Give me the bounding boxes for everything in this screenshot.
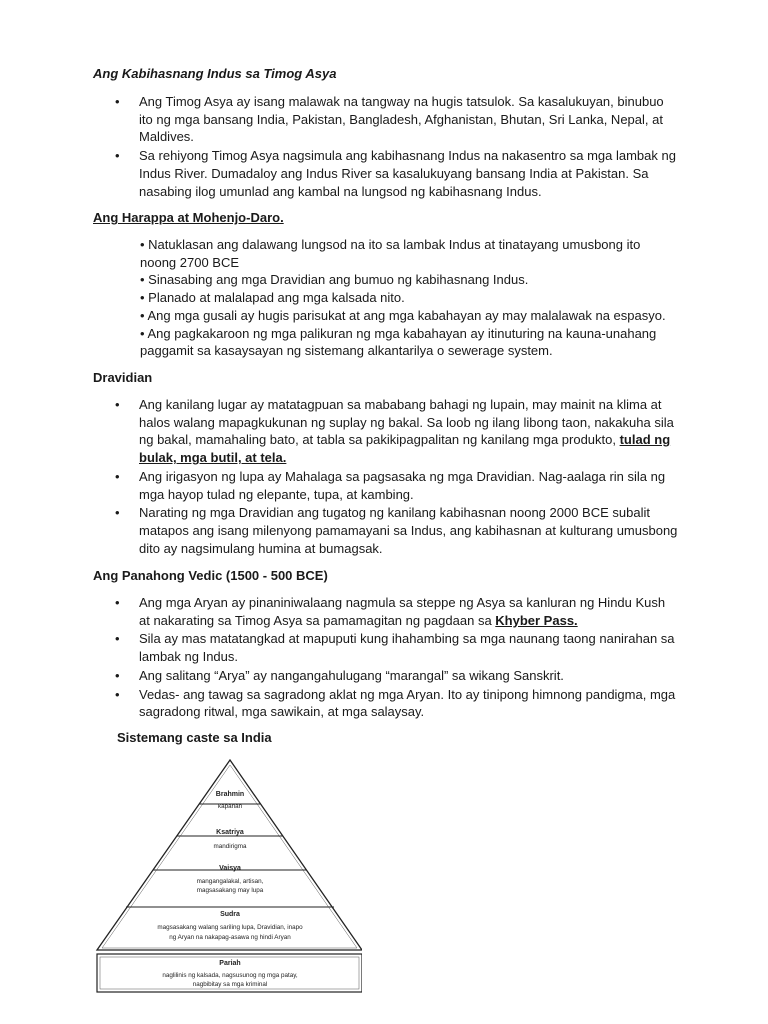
tier-desc-pariah-2: nagbibitay sa mga kriminal	[192, 981, 268, 988]
list-item: • Vedas- ang tawag sa sagradong aklat ng mga Aryan. Ito ay tinipong himnong pandigma, mga sagradong ritwal, mga sawikain, at mga salaysay.	[139, 686, 679, 721]
tier-desc-vaisya-1: mangangalakal, artisan,	[196, 878, 264, 885]
list-item: • Ang pagkakaroon ng mga palikuran ng mga kabahayan ay itinuturing na kauna-unahang paggamit sa kasaysayan ng sistemang alkantarilya o sewerage system.	[140, 325, 657, 359]
tier-desc-pariah-1: naglilinis ng kalsada, nagsusunog ng mga patay,	[162, 972, 298, 979]
list-item-text: Ang mga Aryan ay pinaniniwalaang nagmula sa steppe ng Asya sa kanluran ng Hindu Kush at nakarating sa Timog Asya sa pamamagitan ng pagdaan sa	[139, 595, 666, 628]
list-item: • Ang irigasyon ng lupa ay Mahalaga sa pagsasaka ng mga Dravidian. Nag-aalaga rin sila ng mga hayop tulad ng elepante, tupa, at kambing.	[139, 468, 679, 503]
list-item-text: Ang kanilang lugar ay matatagpuan sa mababang bahagi ng lupain, may mainit na klima at halos walang mapagkukunan ng suplay ng bakal. Sa loob ng ilang libong taon, nakakuha sila ng bakal, mamahaling bato, at tabla sa pakikipagpalitan ng kanilang mga produkto,	[139, 397, 674, 448]
list-item: • Ang salitang “Arya” ay nangangahulugang “marangal” sa wikang Sanskrit.	[139, 667, 679, 685]
list-item: • Planado at malalapad ang mga kalsada nito.	[140, 290, 405, 306]
vedic-bullet-list	[139, 594, 679, 722]
list-item: • Sinasabing ang mga Dravidian ang bumuo ng kabihasnang Indus.	[140, 272, 529, 288]
tier-desc-vaisya-2: magsasakang may lupa	[196, 887, 264, 894]
tier-desc-sudra-2: ng Aryan na nakapag-asawa ng hindi Aryan	[169, 934, 291, 941]
list-item: • Narating ng mga Dravidian ang tugatog ng kanilang kabihasnan noong 2000 BCE subalit matapos ang isang milenyong pamamayani sa Indus, ang kabihasnan at kulturang umusbong dito ay nagsimulang humina at bumagsak.	[139, 504, 679, 557]
caste-pyramid-diagram	[92, 752, 362, 996]
harappa-list	[140, 236, 680, 360]
tier-title-ksatriya: Ksatriya	[216, 829, 244, 836]
tier-desc-sudra-1: magsasakang walang sariling lupa, Dravidian, inapo	[157, 924, 303, 931]
indus-bullet-list	[139, 93, 679, 201]
emphasized-text: Khyber Pass.	[495, 612, 578, 628]
list-item: • Ang mga gusali ay hugis parisukat at ang mga kabahayan ay may malalawak na espasyo.	[140, 307, 666, 323]
tier-desc-brahmin: kaparian	[217, 803, 243, 810]
list-item: • Natuklasan ang dalawang lungsod na ito sa lambak Indus at tinatayang umusbong ito noong 2700 BCE	[140, 237, 641, 270]
tier-title-brahmin: Brahmin	[215, 791, 245, 798]
caste-title: Sistemang caste sa India	[117, 730, 272, 745]
list-item	[139, 594, 679, 629]
tier-title-pariah: Pariah	[219, 960, 241, 967]
tier-title-vaisya: Vaisya	[219, 865, 241, 872]
section-title-indus: Ang Kabihasnang Indus sa Timog Asya	[93, 66, 337, 81]
section-title-dravidian: Dravidian	[93, 370, 153, 385]
dravidian-bullet-list	[139, 396, 679, 558]
section-title-harappa: Ang Harappa at Mohenjo-Daro.	[93, 210, 284, 225]
section-title-vedic: Ang Panahong Vedic (1500 - 500 BCE)	[93, 568, 328, 583]
emphasized-text: tulad ng bulak, mga butil, at tela.	[139, 432, 671, 466]
pyramid-outline	[97, 760, 362, 950]
list-item	[139, 396, 679, 467]
list-item: • Sila ay mas matatangkad at mapuputi kung ihahambing sa mga naunang taong nanirahan sa lambak ng Indus.	[139, 630, 679, 665]
list-item: • Ang Timog Asya ay isang malawak na tangway na hugis tatsulok. Sa kasalukuyan, binubuo ito ng mga bansang India, Pakistan, Bangladesh, Afghanistan, Bhutan, Sri Lanka, Nepal, at Maldives.	[139, 93, 679, 146]
list-item: • Sa rehiyong Timog Asya nagsimula ang kabihasnang Indus na nakasentro sa mga lambak ng Indus River. Dumadaloy ang Indus River sa kasalukuyang bansang India at Pakistan. Sa nasabing ilog umunlad ang kambal na lungsod ng kabihasnang Indus.	[139, 147, 679, 200]
tier-desc-ksatriya: mandirigma	[213, 843, 247, 850]
tier-title-sudra: Sudra	[220, 911, 240, 918]
